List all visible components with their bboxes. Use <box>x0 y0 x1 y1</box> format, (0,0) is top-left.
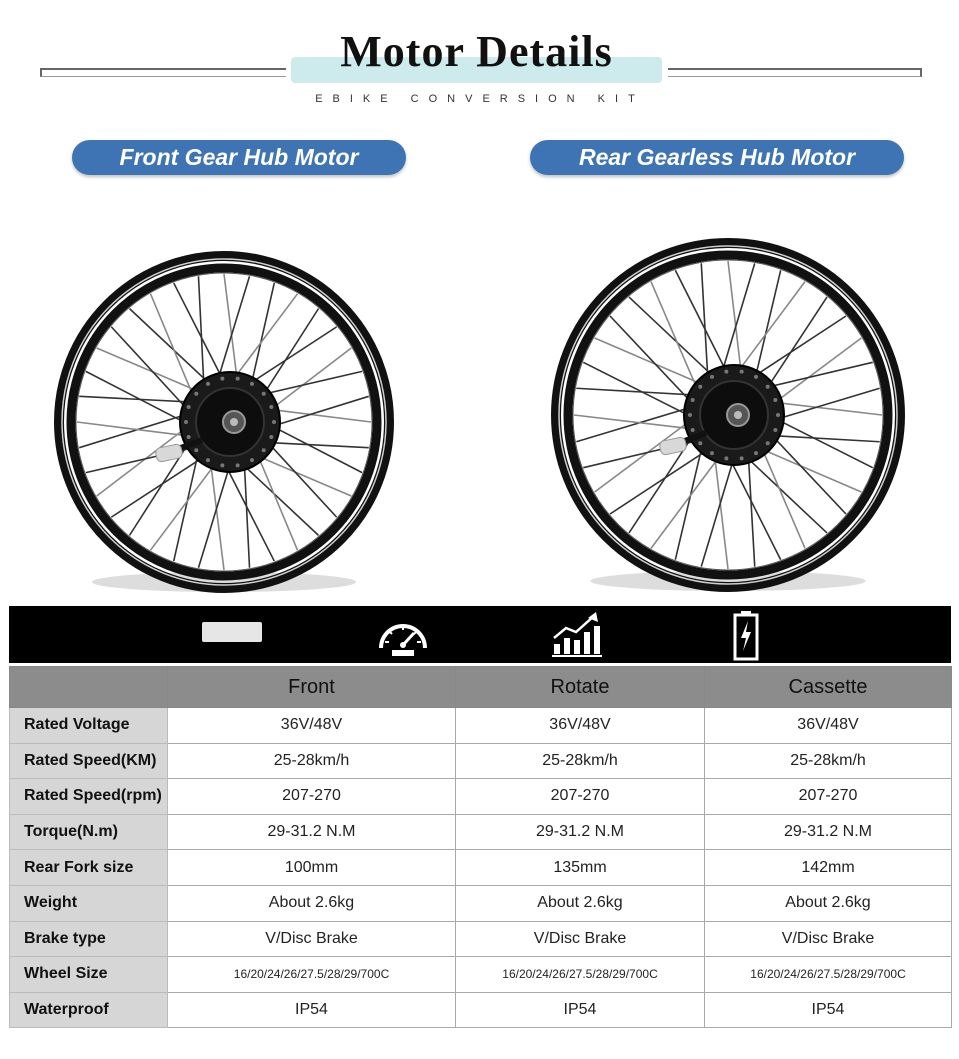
table-cell: 135mm <box>456 850 705 886</box>
table-cell: 207-270 <box>168 779 456 815</box>
table-header-row <box>10 667 952 708</box>
row-label: Rated Speed(KM) <box>10 743 168 779</box>
table-cell: About 2.6kg <box>168 885 456 921</box>
table-row <box>10 708 952 744</box>
table-cell: 25-28km/h <box>705 743 952 779</box>
table-cell: 25-28km/h <box>456 743 705 779</box>
table-cell: 207-270 <box>705 779 952 815</box>
table-cell: 29-31.2 N.M <box>168 814 456 850</box>
header-rule-left <box>40 68 286 77</box>
table-cell: V/Disc Brake <box>168 921 456 957</box>
table-row <box>10 921 952 957</box>
spec-table <box>9 666 952 1028</box>
blank-tag-icon <box>202 622 262 642</box>
table-cell: 36V/48V <box>456 708 705 744</box>
row-label: Rated Voltage <box>10 708 168 744</box>
rear-motor-label: Rear Gearless Hub Motor <box>530 140 904 175</box>
table-cell: IP54 <box>456 992 705 1028</box>
table-cell: IP54 <box>705 992 952 1028</box>
front-wheel-image <box>52 250 396 602</box>
table-cell: 100mm <box>168 850 456 886</box>
row-label: Torque(N.m) <box>10 814 168 850</box>
table-row <box>10 814 952 850</box>
page-title: Motor Details <box>340 27 613 76</box>
table-cell: 207-270 <box>456 779 705 815</box>
table-cell: About 2.6kg <box>456 885 705 921</box>
row-label: Rear Fork size <box>10 850 168 886</box>
table-corner-cell <box>10 667 168 708</box>
page-subtitle: EBIKE CONVERSION KIT <box>315 93 645 105</box>
row-label: Brake type <box>10 921 168 957</box>
header-rule-right <box>668 68 922 77</box>
row-label: Weight <box>10 885 168 921</box>
table-cell: 16/20/24/26/27.5/28/29/700C <box>168 957 456 993</box>
column-header-cassette: Cassette <box>705 667 952 708</box>
table-row <box>10 743 952 779</box>
table-row <box>10 957 952 993</box>
row-label: Wheel Size <box>10 957 168 993</box>
column-header-rotate: Rotate <box>456 667 705 708</box>
table-cell: 29-31.2 N.M <box>705 814 952 850</box>
table-cell: 36V/48V <box>168 708 456 744</box>
speedometer-icon <box>375 612 431 658</box>
column-header-front: Front <box>168 667 456 708</box>
table-cell: 142mm <box>705 850 952 886</box>
table-cell: 36V/48V <box>705 708 952 744</box>
table-row <box>10 885 952 921</box>
rear-wheel-image <box>549 236 907 598</box>
table-cell: About 2.6kg <box>705 885 952 921</box>
row-label: Waterproof <box>10 992 168 1028</box>
row-label: Rated Speed(rpm) <box>10 779 168 815</box>
table-cell: IP54 <box>168 992 456 1028</box>
table-cell: 29-31.2 N.M <box>456 814 705 850</box>
table-cell: 16/20/24/26/27.5/28/29/700C <box>705 957 952 993</box>
battery-icon <box>731 609 761 661</box>
table-row <box>10 992 952 1028</box>
table-cell: V/Disc Brake <box>705 921 952 957</box>
table-cell: V/Disc Brake <box>456 921 705 957</box>
feature-icon-bar <box>9 606 951 663</box>
table-cell: 16/20/24/26/27.5/28/29/700C <box>456 957 705 993</box>
front-motor-label: Front Gear Hub Motor <box>72 140 406 175</box>
table-row <box>10 850 952 886</box>
table-cell: 25-28km/h <box>168 743 456 779</box>
table-row <box>10 779 952 815</box>
growth-chart-icon <box>550 610 604 658</box>
